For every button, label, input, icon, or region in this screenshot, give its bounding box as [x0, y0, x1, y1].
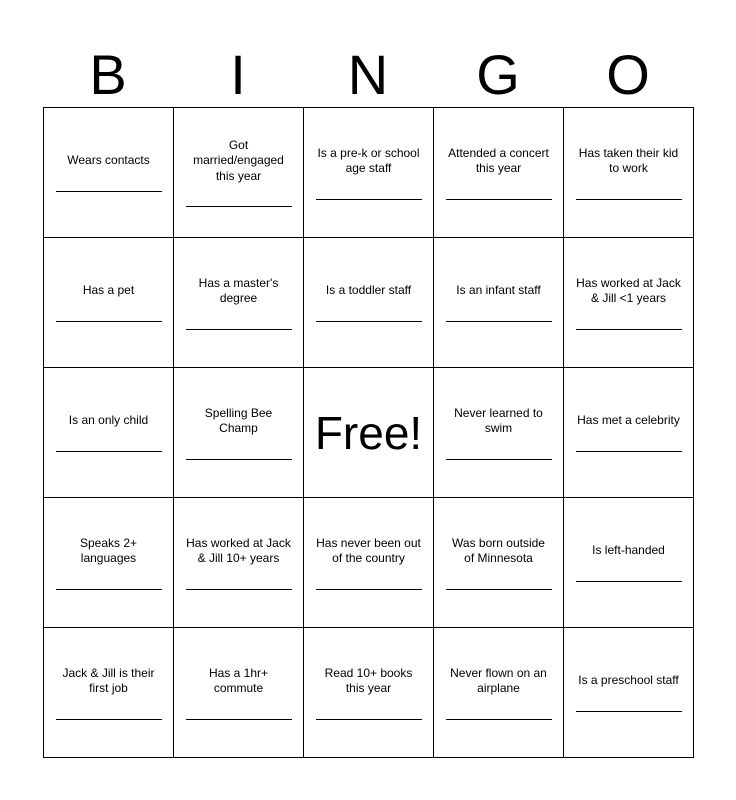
signature-line [576, 581, 682, 582]
cell-text: Spelling Bee Champ [204, 405, 273, 435]
free-label: Free! [314, 406, 423, 459]
signature-line [186, 206, 292, 207]
signature-line [446, 199, 552, 200]
signature-line [56, 451, 162, 452]
signature-line [316, 321, 422, 322]
bingo-cell[interactable] [173, 237, 304, 368]
signature-line [446, 719, 552, 720]
bingo-cell[interactable] [433, 367, 564, 498]
signature-line [576, 199, 682, 200]
signature-line [56, 719, 162, 720]
cell-text: Has a pet [82, 283, 135, 298]
cell-text: Has taken their kid to work [578, 145, 679, 175]
cell-text: Is a preschool staff [578, 673, 679, 688]
cell-text: Is left-handed [592, 543, 665, 558]
bingo-cell[interactable] [173, 367, 304, 498]
header-letter-n: N [347, 43, 389, 106]
bingo-cell[interactable] [433, 237, 564, 368]
bingo-cell[interactable] [173, 497, 304, 628]
signature-line [446, 459, 552, 460]
cell-text: Is an only child [68, 413, 149, 428]
signature-line [186, 589, 292, 590]
cell-text: Got married/engaged this year [193, 137, 284, 183]
bingo-cell[interactable] [303, 237, 434, 368]
signature-line [576, 451, 682, 452]
bingo-cell[interactable] [43, 237, 174, 368]
cell-text: Has a 1hr+ commute [208, 665, 269, 695]
bingo-cell[interactable] [563, 497, 694, 628]
bingo-cell[interactable] [43, 107, 174, 238]
bingo-cell[interactable] [433, 107, 564, 238]
cell-text: Was born outside of Minnesota [452, 535, 545, 565]
bingo-cell[interactable] [563, 367, 694, 498]
bingo-cell[interactable] [563, 627, 694, 758]
bingo-cell[interactable] [563, 237, 694, 368]
cell-text: Never flown on an airplane [450, 665, 547, 695]
bingo-cell[interactable] [43, 627, 174, 758]
signature-line [186, 459, 292, 460]
signature-line [56, 191, 162, 192]
signature-line [56, 589, 162, 590]
bingo-cell[interactable] [173, 627, 304, 758]
cell-text: Is an infant staff [456, 283, 541, 298]
cell-text: Read 10+ books this year [324, 665, 413, 695]
signature-line [446, 321, 552, 322]
cell-text: Speaks 2+ languages [79, 535, 138, 565]
signature-line [56, 321, 162, 322]
bingo-cell[interactable] [173, 107, 304, 238]
header-letter-o: O [606, 43, 650, 106]
header-letter-i: I [230, 43, 246, 106]
cell-text: Jack & Jill is their first job [62, 665, 155, 695]
signature-line [576, 329, 682, 330]
cell-text: Wears contacts [67, 153, 150, 168]
signature-line [186, 719, 292, 720]
bingo-board [43, 107, 693, 757]
cell-text: Never learned to swim [454, 405, 543, 435]
signature-line [576, 711, 682, 712]
cell-text: Has worked at Jack & Jill 10+ years [186, 535, 291, 565]
bingo-cell[interactable] [563, 107, 694, 238]
header-letter-b: B [89, 43, 127, 106]
bingo-cell[interactable] [43, 367, 174, 498]
header-letter-g: G [476, 43, 520, 106]
cell-text: Has worked at Jack & Jill <1 years [576, 275, 681, 305]
signature-line [316, 199, 422, 200]
cell-text: Is a toddler staff [325, 283, 412, 298]
bingo-cell[interactable] [303, 627, 434, 758]
bingo-cell[interactable] [433, 627, 564, 758]
bingo-cell[interactable] [303, 107, 434, 238]
signature-line [316, 589, 422, 590]
cell-text: Attended a concert this year [448, 145, 549, 175]
cell-text: Is a pre-k or school age staff [317, 145, 420, 175]
bingo-cell[interactable] [43, 497, 174, 628]
bingo-cell[interactable] [433, 497, 564, 628]
free-cell[interactable] [303, 367, 434, 498]
cell-text: Has a master's degree [198, 275, 279, 305]
signature-line [316, 719, 422, 720]
bingo-cell[interactable] [303, 497, 434, 628]
signature-line [446, 589, 552, 590]
cell-text: Has never been out of the country [316, 535, 421, 565]
signature-line [186, 329, 292, 330]
bingo-header [43, 44, 693, 106]
cell-text: Has met a celebrity [577, 413, 680, 428]
